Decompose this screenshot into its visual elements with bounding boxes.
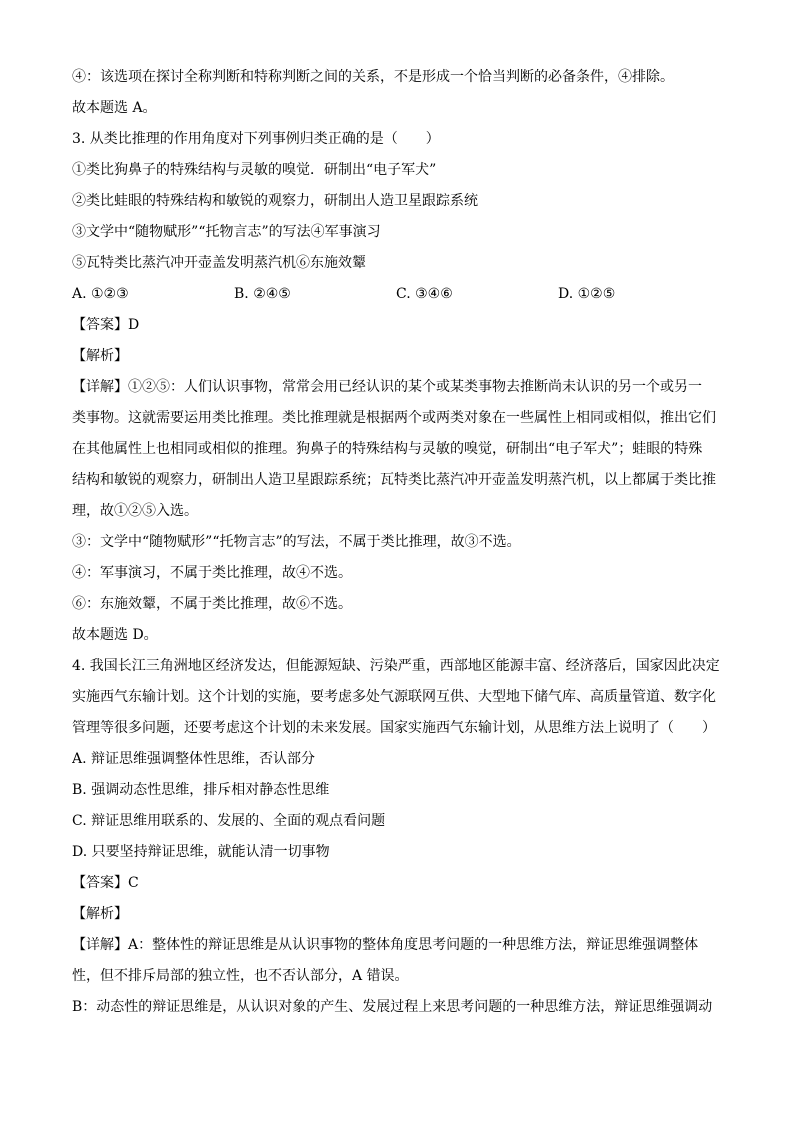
q3-item-3: ③文学中“随物赋形”“托物言志”的写法④军事演习 xyxy=(72,224,381,240)
q3-conclusion: 故本题选 D。 xyxy=(72,627,158,643)
q3-option-c: C. ③④⑥ xyxy=(396,286,453,302)
q4-analysis-label: 【解析】 xyxy=(72,906,128,922)
q3-extra-line-1: ③：文学中“随物赋形”“托物言志”的写法，不属于类比推理，故③不选。 xyxy=(72,534,521,550)
q4-stem-line-3: 管理等很多问题，还要考虑这个计划的未来发展。国家实施西气东输计划，从思维方法上说明了（ ） xyxy=(72,720,716,736)
q3-item-1: ①类比狗鼻子的特殊结构与灵敏的嗅觉．研制出“电子军犬” xyxy=(72,162,437,178)
q3-option-d: D. ①②⑤ xyxy=(558,286,616,302)
q3-extra-line-3: ⑥：东施效颦，不属于类比推理，故⑥不选。 xyxy=(72,596,352,612)
q4-option-b: B. 强调动态性思维，排斥相对静态性思维 xyxy=(72,782,330,798)
q4-detail-line-2: 性，但不排斥局部的独立性，也不否认部分，A 错误。 xyxy=(72,968,409,984)
q3-stem: 3. 从类比推理的作用角度对下列事例归类正确的是（ ） xyxy=(72,131,440,147)
q4-option-d: D. 只要坚持辩证思维，就能认清一切事物 xyxy=(72,844,330,860)
q3-analysis-label: 【解析】 xyxy=(72,348,128,364)
q4-option-a: A. 辩证思维强调整体性思维，否认部分 xyxy=(72,751,316,767)
q3-detail-line-4: 结构和敏锐的观察力，研制出人造卫星跟踪系统；瓦特类比蒸汽冲开壶盖发明蒸汽机，以上都属于类比推 xyxy=(72,472,716,488)
q3-item-4: ⑤瓦特类比蒸汽冲开壶盖发明蒸汽机⑥东施效颦 xyxy=(72,255,366,271)
q4-detail-line-3: B：动态性的辩证思维是，从认识对象的产生、发展过程上来思考问题的一种思维方法，辩证思维强调动 xyxy=(72,999,713,1015)
q3-detail-line-2: 类事物。这就需要运用类比推理。类比推理就是根据两个或两类对象在一些属性上相同或相似，推出它们 xyxy=(72,410,716,426)
q3-options xyxy=(72,279,722,310)
q4-detail-line-1: 【详解】A：整体性的辩证思维是从认识事物的整体角度思考问题的一种思维方法，辩证思维强调整体 xyxy=(72,937,699,953)
q4-answer: 【答案】C xyxy=(72,875,139,891)
q3-item-2: ②类比蛙眼的特殊结构和敏锐的观察力，研制出人造卫星跟踪系统 xyxy=(72,193,478,209)
q4-stem-line-2: 实施西气东输计划。这个计划的实施，要考虑多处气源联网互供、大型地下储气库、高质量管道、数字化 xyxy=(72,689,716,705)
q3-answer: 【答案】D xyxy=(72,317,140,333)
q3-extra-line-2: ④：军事演习，不属于类比推理，故④不选。 xyxy=(72,565,352,581)
q2-conclusion: 故本题选 A。 xyxy=(72,100,157,116)
q4-option-c: C. 辩证思维用联系的、发展的、全面的观点看问题 xyxy=(72,813,386,829)
q3-option-b: B. ②④⑤ xyxy=(234,286,291,302)
q3-detail-line-1: 【详解】①②⑤：人们认识事物，常常会用已经认识的某个或某类事物去推断尚未认识的另一个或另一 xyxy=(72,379,702,395)
document-page xyxy=(72,62,722,1023)
q2-option4-analysis: ④：该选项在探讨全称判断和特称判断之间的关系，不是形成一个恰当判断的必备条件，④排除。 xyxy=(72,69,674,85)
q3-detail-line-3: 在其他属性上也相同或相似的推理。狗鼻子的特殊结构与灵敏的嗅觉，研制出“电子军犬”；蛙眼的特殊 xyxy=(72,441,703,457)
q3-option-a: A. ①②③ xyxy=(72,286,129,302)
q4-stem-line-1: 4. 我国长江三角洲地区经济发达，但能源短缺、污染严重，西部地区能源丰富、经济落后，国家因此决定 xyxy=(72,658,720,674)
q3-detail-line-5: 理，故①②⑤入选。 xyxy=(72,503,198,519)
